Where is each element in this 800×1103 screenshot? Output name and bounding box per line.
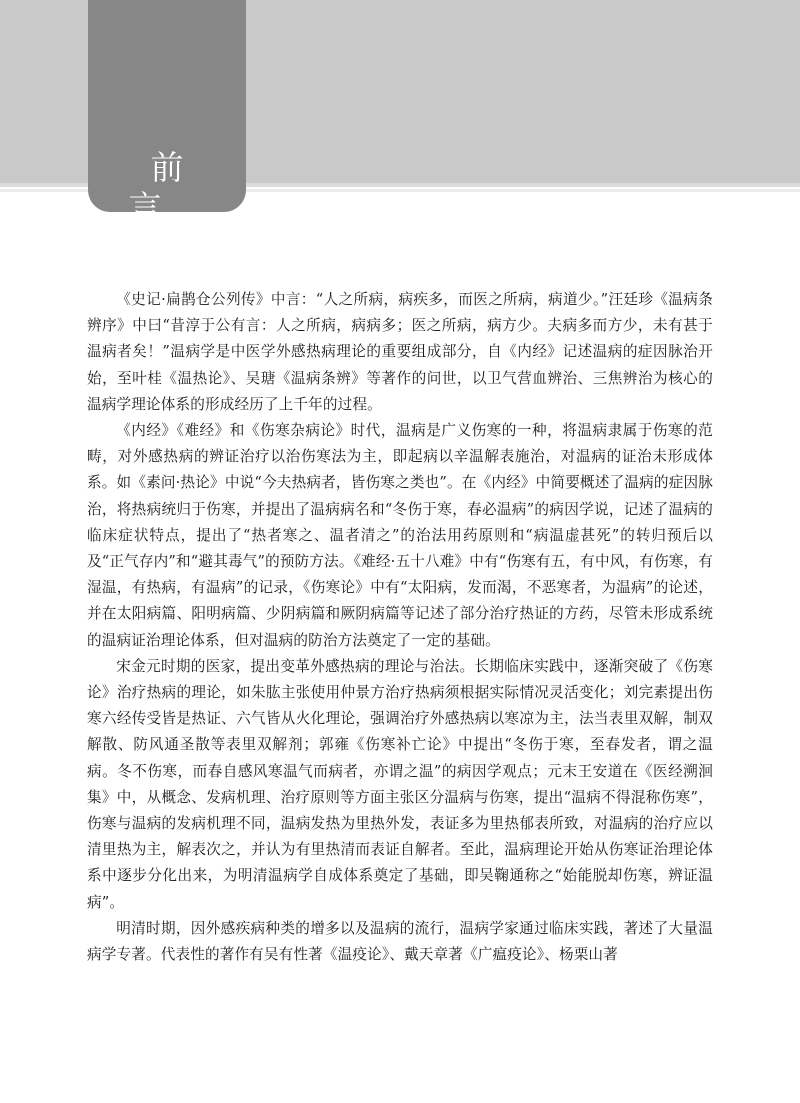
title-tab xyxy=(88,0,246,227)
body-text xyxy=(87,287,713,968)
paragraph-1: 《史记·扁鹊仓公列传》中言：“人之所病，病疾多，而医之所病，病道少。”汪廷珍《温病条辨序》中曰“昔淳于公有言：人之所病，病病多；医之所病，病方少。夫病多而方少，未有甚于温病者矣！”温病学是中医学外感热病理论的重要组成部分，自《内经》记述温病的症因脉治开始，至叶桂《温热论》、吴瑭《温病条辨》等著作的问世，以卫气营血辨治、三焦辨治为核心的温病学理论体系的形成经历了上千年的过程。 xyxy=(87,291,713,413)
paragraph-2: 《内经》《难经》和《伤寒杂病论》时代，温病是广义伤寒的一种，将温病隶属于伤寒的范畴，对外感热病的辨证治疗以治伤寒法为主，即起病以辛温解表施治，对温病的证治未形成体系。如《素问·热论》中说“今夫热病者，皆伤寒之类也”。在《内经》中简要概述了温病的症因脉治，将热病统归于伤寒，并提出了温病病名和“冬伤于寒，春必温病”的病因学说，记述了温病的临床症状特点，提出了“热者寒之、温者清之”的治法用药原则和“病温虚甚死”的转归预后以及“正气存内”和“避其毒气”的预防方法。《难经·五十八难》中有“伤寒有五，有中风，有伤寒，有湿温，有热病，有温病”的记录，《伤寒论》中有“太阳病，发而渴，不恶寒者，为温病”的论述，并在太阳病篇、阳明病篇、少阴病篇和厥阴病篇等记述了部分治疗热证的方药，尽管未形成系统的温病证治理论体系，但对温病的防治方法奠定了一定的基础。 xyxy=(87,422,713,649)
paragraph-3: 宋金元时期的医家，提出变革外感热病的理论与治法。长期临床实践中，逐渐突破了《伤寒论》治疗热病的理论，如朱肱主张使用仲景方治疗热病须根据实际情况灵活变化；刘完素提出伤寒六经传受皆是热证、六气皆从火化理论，强调治疗外感热病以寒凉为主，法当表里双解，制双解散、防风通圣散等表里双解剂；郭雍《伤寒补亡论》中提出“冬伤于寒，至春发者，谓之温病。冬不伤寒，而春自感风寒温气而病者，亦谓之温”的病因学观点；元末王安道在《医经溯洄集》中，从概念、发病机理、治疗原则等方面主张区分温病与伤寒，提出“温病不得混称伤寒”，伤寒与温病的发病机理不同，温病发热为里热外发，表证多为里热郁表所致，对温病的治疗应以清里热为主，解表次之，并认为有里热清而表证自解者。至此，温病理论开始从伤寒证治理论体系中逐步分化出来，为明清温病学自成体系奠定了基础，即吴鞠通称之“始能脱却伤寒，辨证温病”。 xyxy=(87,657,713,911)
page-title: 前 言 xyxy=(128,148,228,227)
paragraph-4: 明清时期，因外感疾病种类的增多以及温病的流行，温病学家通过临床实践，著述了大量温病学专著。代表性的著作有吴有性著《温疫论》、戴天章著《广瘟疫论》、杨栗山著 xyxy=(87,919,713,964)
